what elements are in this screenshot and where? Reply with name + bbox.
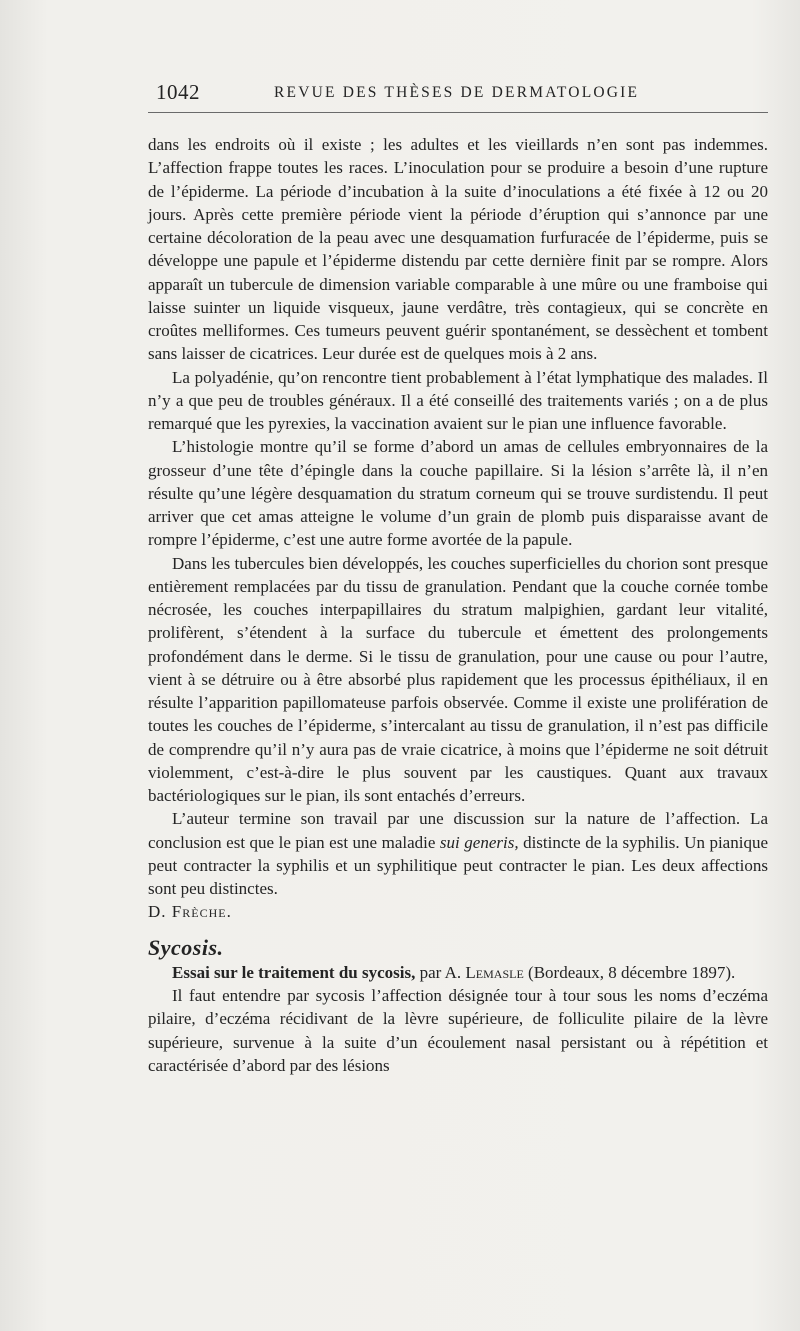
paragraph-sycosis-definition: Il faut entendre par sycosis l’affection désignée tour à tour sous les noms d’eczéma pilaire, d’eczéma récidivant de la lèvre supérieure, de folliculite pilaire de la lèvre supérieure, survenue à la suite d’un écoulement nasal persistant ou à répétition et caractérisée d’abord par des lésions bbox=[148, 986, 768, 1075]
signature-initial: D. bbox=[148, 902, 167, 922]
article-title: Essai sur le traitement du sycosis, bbox=[172, 962, 416, 982]
body-text bbox=[148, 133, 768, 1077]
header-rule bbox=[148, 112, 768, 113]
paragraph-conclusion bbox=[148, 807, 768, 900]
paragraph-continuation: dans les endroits où il existe ; les adultes et les vieillards n’en sont pas indemmes. L’affection frappe toutes les races. L’inoculation pour se produire a besoin d’une rupture de l’épiderme. La période d’incubation à la suite d’inoculations a été fixée à 12 ou 20 jours. Après cette première période vient la période d’éruption qui s’annonce par une certaine décoloration de la peau avec une desquamation furfuracée de l’épiderme, puis se développe une papule et l’épiderme distendu par cette dernière finit par se rompre. Alors apparaît un tubercule de dimension variable comparable à une mûre ou une framboise qui laisse suinter un liquide visqueux, jaune verdâtre, très contagieux, qui se concrète en croûtes melliformes. Ces tumeurs peuvent guérir spontanément, se dessèchent et tombent sans laisser de cicatrices. Leur durée est de quelques mois à 2 ans. bbox=[148, 135, 768, 364]
conclusion-text-start: L’auteur termine son travail par une discussion sur la nature de l’affection. La conclusion est que le pian est une maladie bbox=[148, 809, 768, 852]
article-details: (Bordeaux, 8 décembre 1897). bbox=[523, 962, 736, 982]
author-signature bbox=[148, 900, 768, 923]
page-header bbox=[148, 80, 768, 110]
section-heading: Sycosis. bbox=[148, 934, 224, 960]
signature-name: Frèche. bbox=[171, 902, 232, 922]
article-citation bbox=[148, 961, 768, 984]
running-title: REVUE DES THÈSES DE DERMATOLOGIE bbox=[274, 84, 640, 101]
article-by: par A. bbox=[415, 962, 466, 982]
paragraph-polyadenie: La polyadénie, qu’on rencontre tient probablement à l’état lymphatique des malades. Il n’y a que peu de troubles généraux. Il a été conseillé des traitements variés ; on a de plus remarqué que les pyrexies, la vaccination avaient sur le pian une influence favorable. bbox=[148, 367, 768, 433]
conclusion-italic-term: sui generis, bbox=[439, 832, 519, 852]
paragraph-histologie: L’histologie montre qu’il se forme d’abord un amas de cellules embryonnaires de la grosseur d’une tête d’épingle dans la couche papillaire. Si la lésion s’arrête là, il n’en résulte qu’une légère desquamation du stratum corneum qui se trouve surdistendu. Il peut arriver que cet amas atteigne le volume d’un grain de plomb puis disparaisse avant de rompre l’épiderme, c’est une autre forme avortée de la papule. bbox=[148, 437, 768, 550]
paragraph-tubercules: Dans les tubercules bien développés, les couches superficielles du chorion sont presque entièrement remplacées par du tissu de granulation. Pendant que la couche cornée tombe nécrosée, les couches interpapillaires du stratum malpighien, gardant leur vitalité, prolifèrent, s’étendent à la surface du tubercule et émettent des prolongements profondément dans le derme. Si le tissu de granulation, pour une cause ou pour l’autre, vient à se détruire ou à être absorbé plus rapidement que les processus épithéliaux, il en résulte l’apparition papillomateuse parfois observée. Comme il existe une prolifération de toutes les couches de l’épiderme, s’intercalant au tissu de granulation, il n’est pas difficile de comprendre qu’il n’y aura pas de vraie cicatrice, à moins que l’épiderme ne soit détruit violemment, c’est-à-dire le plus souvent par les caustiques. Quant aux travaux bactériologiques sur le pian, ils sont entachés d’erreurs. bbox=[148, 553, 768, 805]
conclusion-text-end: distincte de la syphilis. Un pianique peut contracter la syphilis et un syphilitique peut contracter le pian. Les deux affections sont peu distinctes. bbox=[148, 832, 768, 898]
article-author: Lemasle bbox=[465, 962, 524, 982]
page-number: 1042 bbox=[156, 80, 200, 104]
